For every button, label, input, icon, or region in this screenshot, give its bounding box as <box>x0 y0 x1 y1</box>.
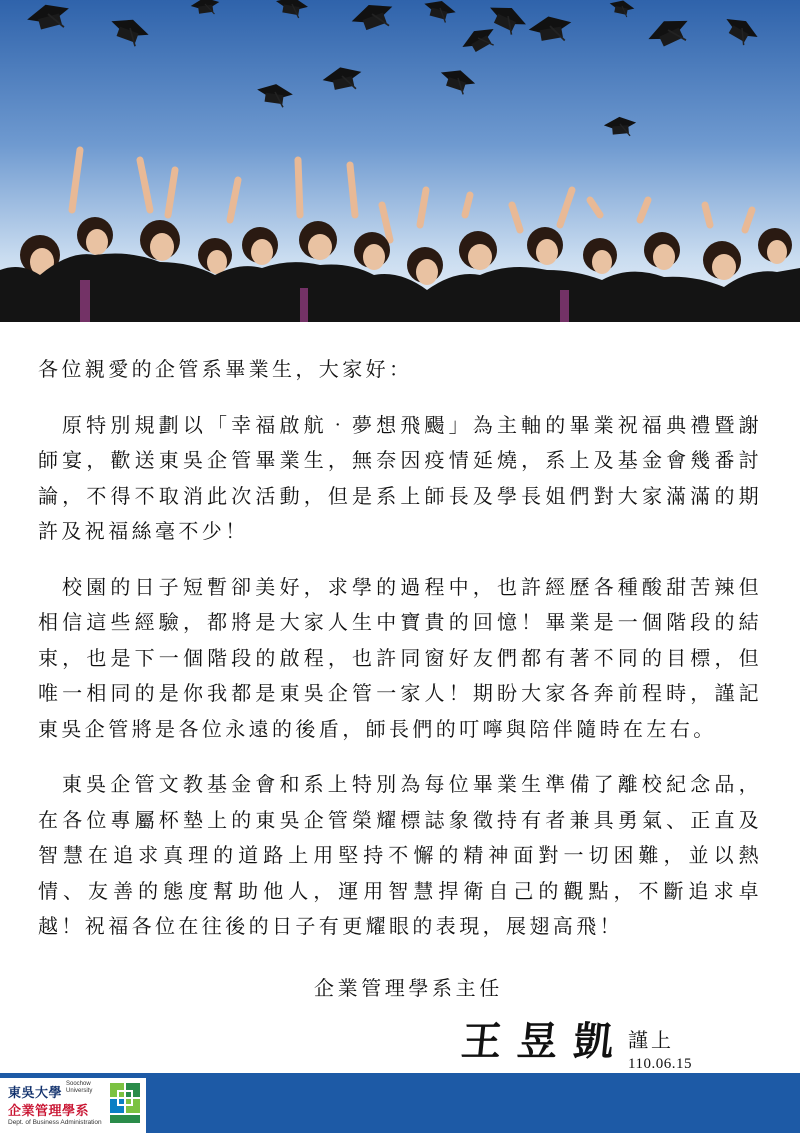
letter-date: 110.06.15 <box>628 1056 692 1072</box>
logo-department-name: 企業管理學系 <box>8 1104 90 1119</box>
logo-university-name: 東吳大學 <box>8 1086 63 1101</box>
hero-illustration <box>0 0 800 322</box>
letter-paragraph-2: 校園的日子短暫卻美好，求學的過程中，也許經歷各種酸甜苦辣但相信這些經驗，都將是大家人生中寶貴的回憶！畢業是一個階段的結束，也是下一個階段的啟程，也許同窗好友們都有著不同的目標，但唯一相同的是你我都是東吳企管一家人！期盼大家各奔前程時，謹記東吳企管將是各位永遠的後盾，師長們的叮嚀與陪伴隨時在左右。 <box>38 574 762 741</box>
logo-university-english <box>66 1081 106 1095</box>
logo-en-line1: Soochow <box>66 1081 91 1087</box>
letter-paragraph-3: 東吳企管文教基金會和系上特別為每位畢業生準備了離校紀念品，在各位專屬杯墊上的東吳企管榮耀標誌象徵持有者兼具勇氣、正直及智慧在追求真理的道路上用堅持不懈的精神面對一切困難，並以熱情、友善的態度幫助他人，運用智慧捍衛自己的觀點，不斷追求卓越！祝福各位在往後的日子有更耀眼的表現，展翅高飛！ <box>38 772 762 938</box>
department-logo <box>0 1078 146 1133</box>
logo-department-english: Dept. of Business Administration <box>8 1119 102 1126</box>
letter-body <box>38 352 762 965</box>
letter-paragraph-1: 原特別規劃以「幸福啟航‧夢想飛颺」為主軸的畢業祝福典禮暨謝師宴，歡送東吳企管畢業生，無奈因疫情延燒，系上及基金會幾番討論，不得不取消此次活動，但是系上師長及學長姐們對大家滿滿的期許及祝福絲毫不少！ <box>38 412 762 543</box>
logo-emblem-icon <box>110 1083 140 1127</box>
signature-note: 謹上 <box>628 1028 674 1052</box>
signature-name: 王昱凱 <box>459 1019 633 1065</box>
signoff-title: 企業管理學系主任 <box>314 976 503 1000</box>
logo-en-line2: University <box>66 1088 93 1094</box>
hero-photo-graduation-caps <box>0 0 800 322</box>
letter-greeting: 各位親愛的企管系畢業生，大家好： <box>38 357 413 381</box>
